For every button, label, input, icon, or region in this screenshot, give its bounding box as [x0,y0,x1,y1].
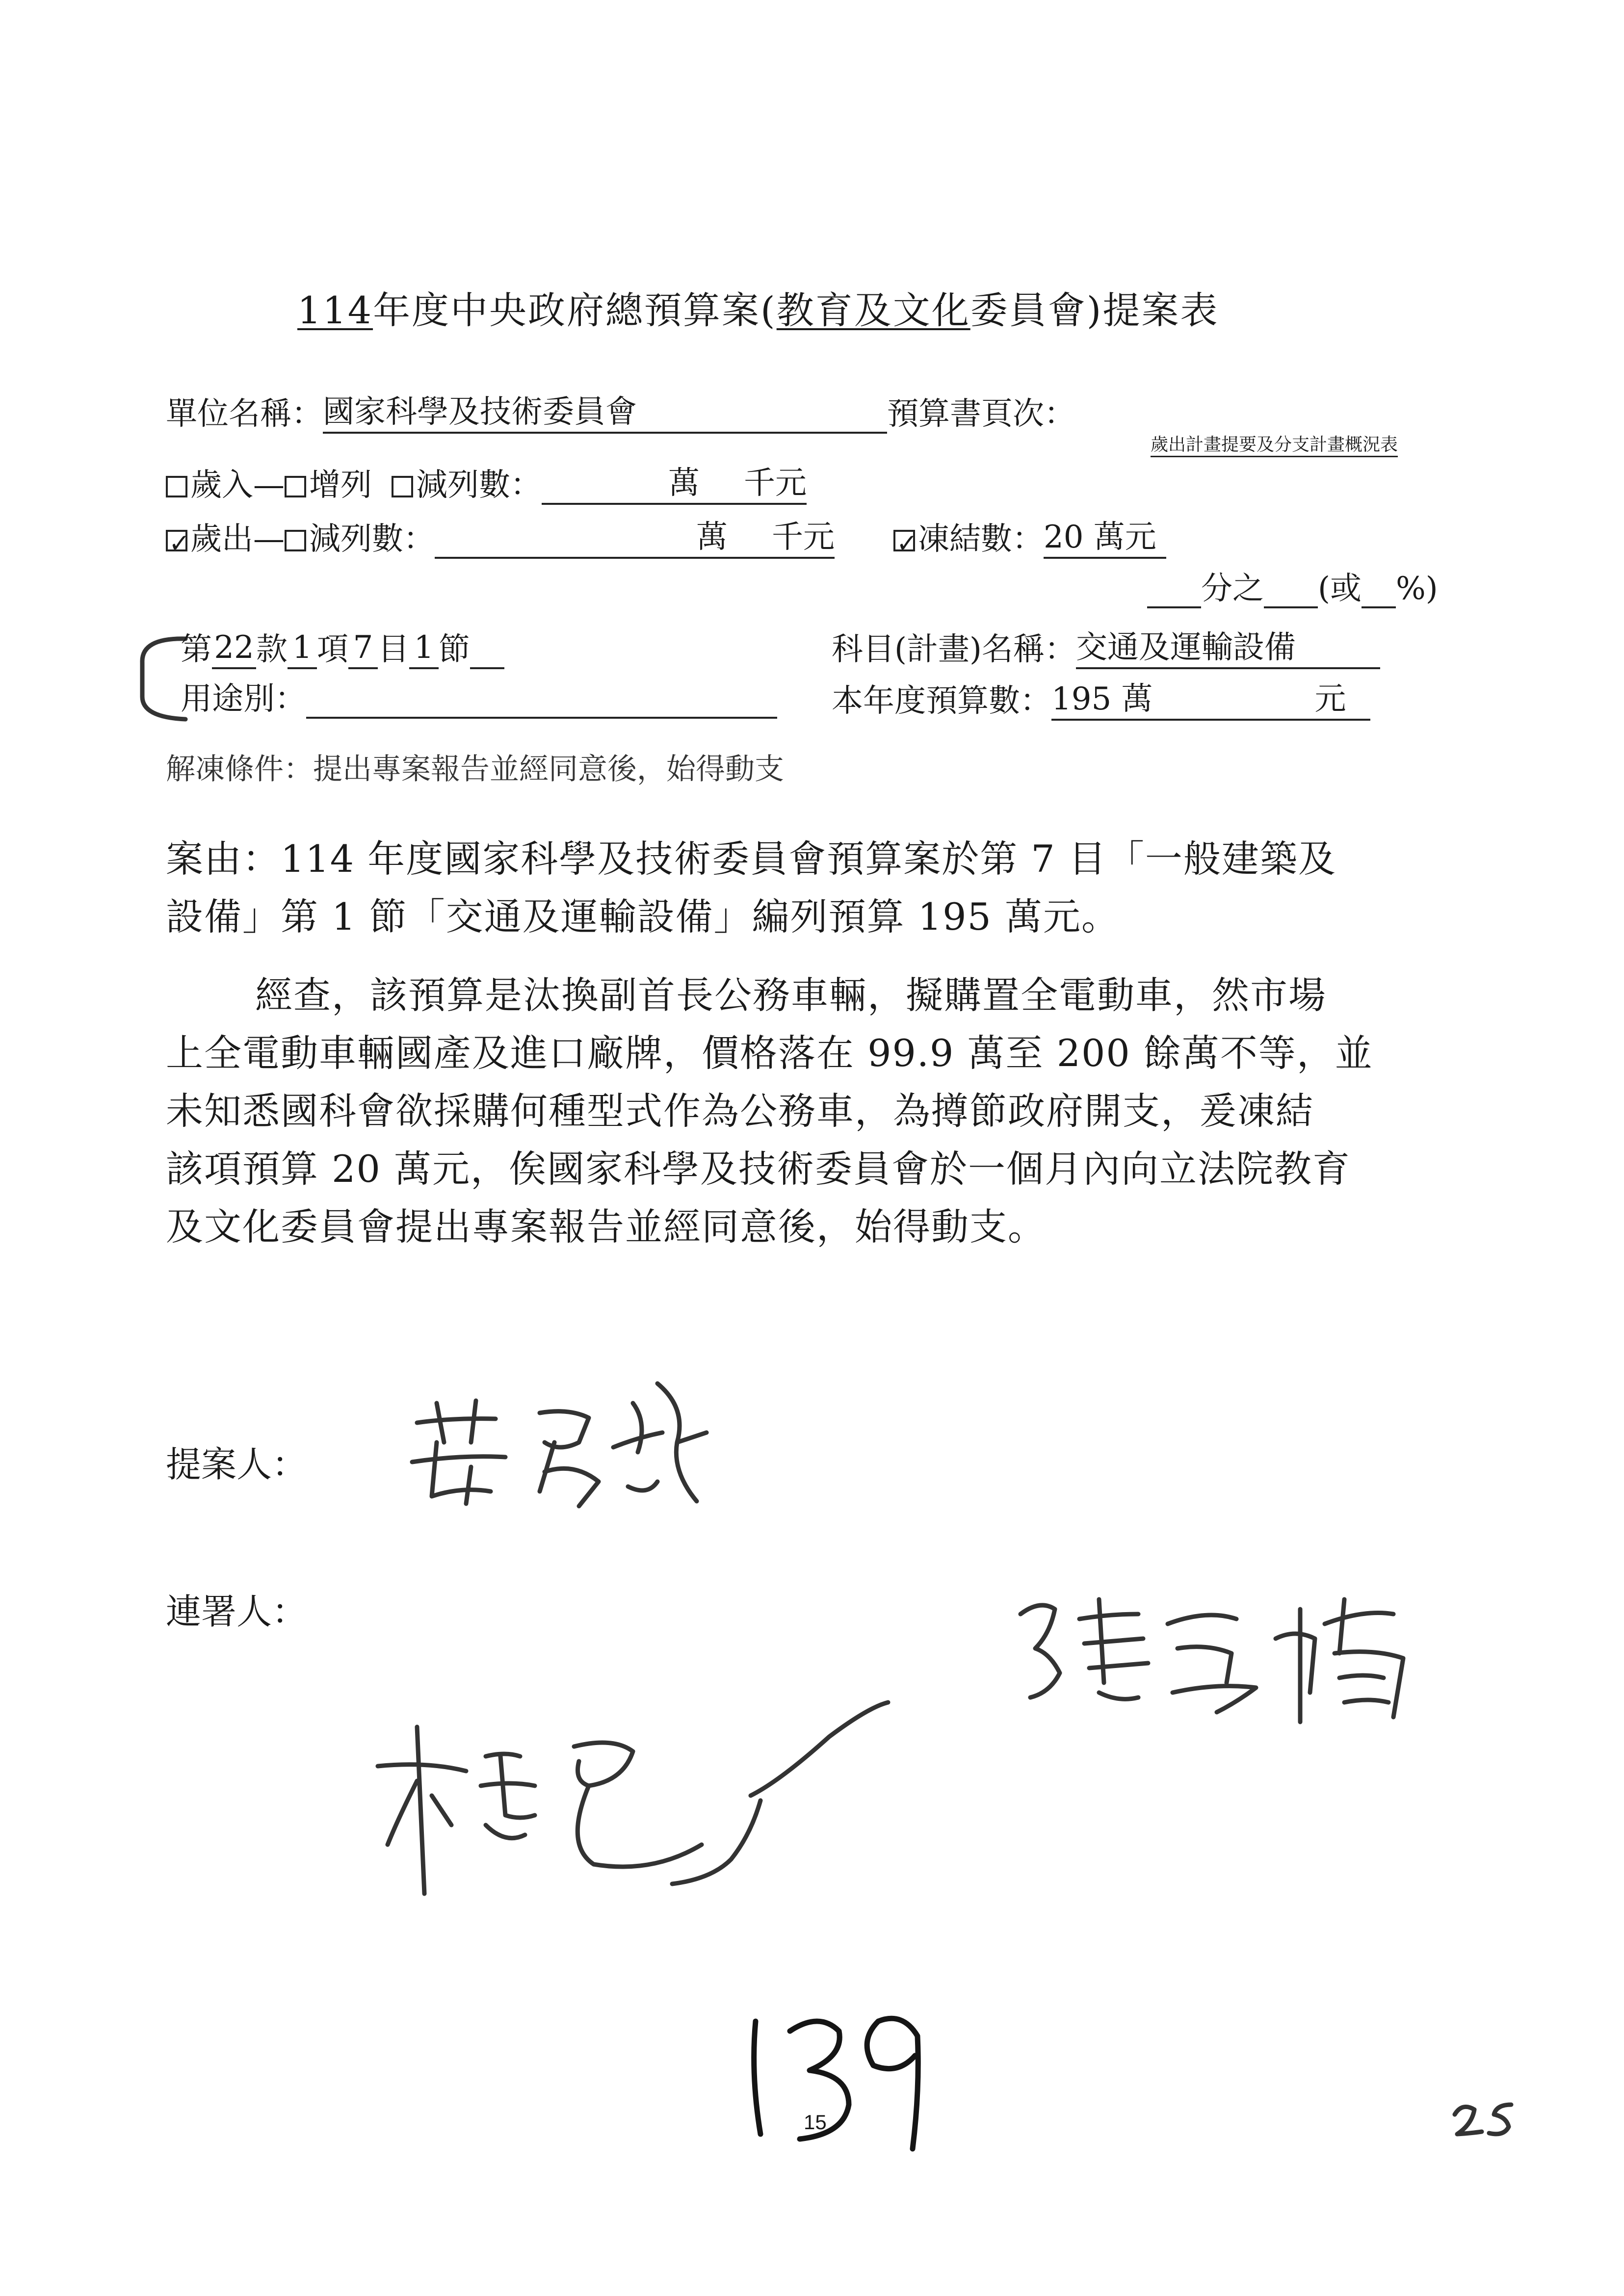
cosigner-signature-2 [1001,1580,1442,1742]
freeze-label: 凍結數： [918,521,1044,557]
increase-checkbox[interactable] [285,476,306,497]
proposer-signature [383,1369,756,1516]
title-year: 114 [297,288,373,332]
jie-number: 1 [409,628,439,669]
fraction-percent-field[interactable] [1362,569,1396,608]
code-kuan: 款 [256,631,288,668]
revenue-amount-field [542,464,807,505]
unit-value: 國家科學及技術委員會 [323,392,887,434]
current-budget-unit: 元 [1314,681,1346,717]
freeze-checkbox[interactable] [893,530,915,551]
revenue-row [166,464,807,505]
body-line-7: 及文化委員會提出專案報告並經同意後，始得動支。 [166,1205,1046,1249]
handwritten-page-number [726,2002,932,2164]
fraction-numerator-field[interactable] [1147,569,1201,608]
usage-field[interactable] [306,679,777,719]
revenue-decrease-checkbox[interactable] [392,476,413,497]
subject-value: 交通及運輸設備 [1076,628,1380,669]
body-line-1: 案由：114 年度國家科學及技術委員會預算案於第 7 目「一般建築及 [166,837,1336,881]
fraction-row [1147,569,1438,608]
form-title [297,287,1219,334]
body-line-3: 經查，該預算是汰換副首長公務車輛，擬購置全電動車，然市場 [255,973,1327,1017]
current-budget-value: 195 萬 [1051,681,1153,717]
body-line-6: 該項預算 20 萬元，俟國家科學及技術委員會於一個月內向立法院教育 [166,1147,1351,1191]
expense-decrease-label: 減列數： [309,521,435,557]
expense-amount-field [435,518,835,559]
cosigner-label: 連署人： [166,1591,308,1632]
page-value: 歲出計畫提要及分支計畫概況表 [1151,434,1398,457]
revenue-decrease-label: 減列數： [416,467,542,503]
corner-mark [1447,2095,1521,2144]
unfreeze-condition: 解凍條件：提出專案報告並經同意後，始得動支 [166,752,784,786]
page-number: 15 [804,2111,827,2134]
title-part2: 委員會)提案表 [970,288,1219,332]
usage-row [181,679,777,719]
expense-wan: 萬 [696,519,728,555]
body-line-5: 未知悉國科會欲採購何種型式作為公務車，為撙節政府開支，爰凍結 [166,1089,1314,1133]
expense-qian-yuan: 千元 [772,519,835,555]
mu-number: 7 [348,628,378,669]
unit-row [166,392,1075,434]
budget-code-row [181,628,504,669]
expense-label: 歲出— [190,521,285,557]
current-budget-field [1051,679,1370,721]
code-trailing-blank [470,630,504,669]
expense-decrease-checkbox[interactable] [285,530,306,551]
expense-checkbox[interactable] [166,530,187,551]
title-part1: 年度中央政府總預算案( [373,288,777,332]
revenue-label: 歲入— [190,467,285,503]
fraction-pct: %) [1395,571,1438,607]
subject-label: 科目(計畫)名稱： [832,631,1076,668]
current-budget-label: 本年度預算數： [832,683,1051,719]
body-line-4: 上全電動車輛國產及進口廠牌，價格落在 99.9 萬至 200 餘萬不等，並 [166,1031,1373,1075]
freeze-value: 20 萬元 [1044,518,1166,559]
fraction-or: (或 [1318,571,1362,607]
revenue-checkbox[interactable] [166,476,187,497]
title-committee: 教育及文化 [776,288,970,332]
cosigner-signature-1 [358,1697,898,1904]
proposer-label: 提案人： [166,1444,308,1485]
fraction-denominator-field[interactable] [1264,569,1318,608]
code-xiang: 項 [317,631,348,668]
revenue-qian-yuan: 千元 [744,465,807,501]
unit-label: 單位名稱： [166,396,323,432]
subject-row [832,628,1380,669]
fraction-fen-zhi: 分之 [1201,571,1264,607]
expense-row [166,518,1166,559]
usage-label: 用途別： [181,681,306,717]
current-budget-row [832,679,1370,721]
xiang-number: 1 [288,628,317,669]
kuan-number: 22 [212,628,256,669]
page-label: 預算書頁次： [887,396,1075,432]
body-line-2: 設備」第 1 節「交通及運輸設備」編列預算 195 萬元。 [166,895,1120,939]
code-di: 第 [181,631,212,668]
increase-label: 增列 [309,467,372,503]
revenue-wan: 萬 [668,465,700,501]
code-mu: 目 [378,631,409,668]
code-jie: 節 [439,631,470,668]
